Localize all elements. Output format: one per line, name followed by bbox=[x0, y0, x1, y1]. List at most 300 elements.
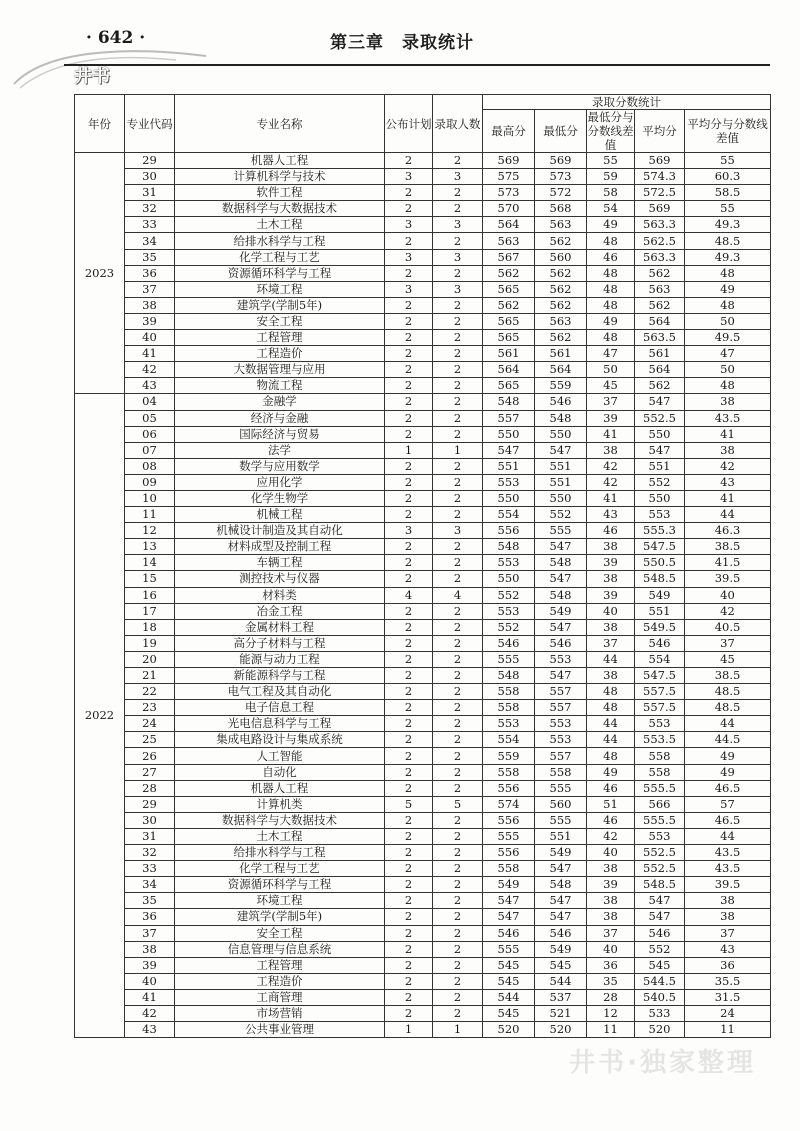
min-diff-cell: 44 bbox=[587, 651, 635, 667]
code-cell: 24 bbox=[125, 716, 175, 732]
avg-diff-cell: 41 bbox=[685, 490, 771, 506]
min-cell: 551 bbox=[535, 458, 587, 474]
min-cell: 547 bbox=[535, 861, 587, 877]
max-cell: 545 bbox=[483, 973, 535, 989]
name-cell: 化学生物学 bbox=[175, 490, 385, 506]
min-diff-cell: 45 bbox=[587, 378, 635, 394]
avg-diff-cell: 42 bbox=[685, 458, 771, 474]
admitted-cell: 5 bbox=[433, 796, 483, 812]
min-cell: 549 bbox=[535, 603, 587, 619]
min-diff-cell: 38 bbox=[587, 668, 635, 684]
avg-diff-cell: 55 bbox=[685, 153, 771, 169]
min-cell: 557 bbox=[535, 684, 587, 700]
code-cell: 38 bbox=[125, 297, 175, 313]
admitted-cell: 2 bbox=[433, 378, 483, 394]
admitted-cell: 2 bbox=[433, 973, 483, 989]
name-cell: 软件工程 bbox=[175, 185, 385, 201]
name-cell: 环境工程 bbox=[175, 281, 385, 297]
avg-cell: 574.3 bbox=[635, 169, 685, 185]
max-cell: 574 bbox=[483, 796, 535, 812]
header-rule bbox=[64, 64, 770, 66]
avg-diff-cell: 60.3 bbox=[685, 169, 771, 185]
max-cell: 562 bbox=[483, 297, 535, 313]
min-diff-cell: 40 bbox=[587, 941, 635, 957]
code-cell: 08 bbox=[125, 458, 175, 474]
min-cell: 549 bbox=[535, 845, 587, 861]
admitted-cell: 2 bbox=[433, 507, 483, 523]
table-row bbox=[75, 989, 771, 1005]
code-cell: 29 bbox=[125, 796, 175, 812]
table-row bbox=[75, 507, 771, 523]
name-cell: 给排水科学与工程 bbox=[175, 233, 385, 249]
plan-cell: 2 bbox=[385, 861, 433, 877]
avg-cell: 563.3 bbox=[635, 249, 685, 265]
logo-mark: 井书 bbox=[74, 66, 110, 87]
min-diff-cell: 44 bbox=[587, 716, 635, 732]
min-diff-cell: 48 bbox=[587, 330, 635, 346]
min-cell: 547 bbox=[535, 539, 587, 555]
table-row bbox=[75, 635, 771, 651]
min-cell: 553 bbox=[535, 651, 587, 667]
min-cell: 546 bbox=[535, 394, 587, 410]
table-row bbox=[75, 185, 771, 201]
avg-diff-cell: 49 bbox=[685, 748, 771, 764]
min-cell: 562 bbox=[535, 330, 587, 346]
max-cell: 546 bbox=[483, 925, 535, 941]
plan-cell: 5 bbox=[385, 796, 433, 812]
min-diff-cell: 42 bbox=[587, 828, 635, 844]
table-row bbox=[75, 555, 771, 571]
table-row bbox=[75, 861, 771, 877]
table-row bbox=[75, 297, 771, 313]
plan-cell: 2 bbox=[385, 716, 433, 732]
admitted-cell: 2 bbox=[433, 828, 483, 844]
avg-diff-cell: 41 bbox=[685, 426, 771, 442]
admitted-cell: 2 bbox=[433, 201, 483, 217]
avg-diff-cell: 43 bbox=[685, 474, 771, 490]
page-number: · 642 · bbox=[86, 28, 146, 48]
code-cell: 11 bbox=[125, 507, 175, 523]
header-score-group: 录取分数统计 bbox=[483, 95, 771, 110]
admitted-cell: 2 bbox=[433, 619, 483, 635]
max-cell: 562 bbox=[483, 265, 535, 281]
admitted-cell: 2 bbox=[433, 635, 483, 651]
code-cell: 39 bbox=[125, 957, 175, 973]
code-cell: 10 bbox=[125, 490, 175, 506]
admitted-cell: 3 bbox=[433, 523, 483, 539]
avg-cell: 533 bbox=[635, 1005, 685, 1021]
table-row bbox=[75, 651, 771, 667]
min-cell: 547 bbox=[535, 909, 587, 925]
min-diff-cell: 38 bbox=[587, 861, 635, 877]
table-row bbox=[75, 523, 771, 539]
plan-cell: 2 bbox=[385, 909, 433, 925]
table-row bbox=[75, 796, 771, 812]
table-row bbox=[75, 700, 771, 716]
min-cell: 547 bbox=[535, 619, 587, 635]
admitted-cell: 2 bbox=[433, 861, 483, 877]
min-cell: 547 bbox=[535, 442, 587, 458]
max-cell: 558 bbox=[483, 861, 535, 877]
admitted-cell: 2 bbox=[433, 346, 483, 362]
max-cell: 548 bbox=[483, 539, 535, 555]
name-cell: 工程管理 bbox=[175, 330, 385, 346]
name-cell: 机器人工程 bbox=[175, 780, 385, 796]
min-cell: 548 bbox=[535, 555, 587, 571]
name-cell: 土木工程 bbox=[175, 217, 385, 233]
avg-cell: 555.5 bbox=[635, 780, 685, 796]
name-cell: 计算机类 bbox=[175, 796, 385, 812]
name-cell: 数据科学与大数据技术 bbox=[175, 812, 385, 828]
max-cell: 548 bbox=[483, 668, 535, 684]
min-diff-cell: 55 bbox=[587, 153, 635, 169]
name-cell: 建筑学(学制5年) bbox=[175, 297, 385, 313]
name-cell: 高分子材料与工程 bbox=[175, 635, 385, 651]
avg-diff-cell: 38.5 bbox=[685, 668, 771, 684]
code-cell: 37 bbox=[125, 281, 175, 297]
admission-table bbox=[74, 94, 771, 1038]
avg-cell: 557.5 bbox=[635, 684, 685, 700]
min-cell: 537 bbox=[535, 989, 587, 1005]
avg-cell: 552.5 bbox=[635, 845, 685, 861]
admitted-cell: 2 bbox=[433, 539, 483, 555]
avg-cell: 547 bbox=[635, 909, 685, 925]
min-cell: 544 bbox=[535, 973, 587, 989]
avg-cell: 552.5 bbox=[635, 861, 685, 877]
name-cell: 人工智能 bbox=[175, 748, 385, 764]
min-cell: 573 bbox=[535, 169, 587, 185]
min-cell: 568 bbox=[535, 201, 587, 217]
code-cell: 41 bbox=[125, 346, 175, 362]
name-cell: 建筑学(学制5年) bbox=[175, 909, 385, 925]
name-cell: 化学工程与工艺 bbox=[175, 249, 385, 265]
min-diff-cell: 44 bbox=[587, 732, 635, 748]
max-cell: 570 bbox=[483, 201, 535, 217]
table-row bbox=[75, 925, 771, 941]
min-diff-cell: 42 bbox=[587, 474, 635, 490]
name-cell: 机械工程 bbox=[175, 507, 385, 523]
min-cell: 557 bbox=[535, 700, 587, 716]
max-cell: 552 bbox=[483, 619, 535, 635]
min-cell: 562 bbox=[535, 233, 587, 249]
avg-cell: 561 bbox=[635, 346, 685, 362]
admitted-cell: 2 bbox=[433, 845, 483, 861]
name-cell: 资源循环科学与工程 bbox=[175, 877, 385, 893]
avg-diff-cell: 44 bbox=[685, 828, 771, 844]
table-row bbox=[75, 313, 771, 329]
min-cell: 549 bbox=[535, 941, 587, 957]
avg-diff-cell: 46.5 bbox=[685, 812, 771, 828]
avg-cell: 544.5 bbox=[635, 973, 685, 989]
admitted-cell: 2 bbox=[433, 297, 483, 313]
min-cell: 569 bbox=[535, 153, 587, 169]
max-cell: 558 bbox=[483, 764, 535, 780]
min-cell: 553 bbox=[535, 716, 587, 732]
avg-diff-cell: 48 bbox=[685, 297, 771, 313]
max-cell: 550 bbox=[483, 571, 535, 587]
admitted-cell: 2 bbox=[433, 812, 483, 828]
admitted-cell: 2 bbox=[433, 684, 483, 700]
avg-diff-cell: 57 bbox=[685, 796, 771, 812]
min-diff-cell: 48 bbox=[587, 700, 635, 716]
min-cell: 560 bbox=[535, 249, 587, 265]
min-diff-cell: 39 bbox=[587, 877, 635, 893]
max-cell: 548 bbox=[483, 394, 535, 410]
code-cell: 33 bbox=[125, 861, 175, 877]
min-diff-cell: 38 bbox=[587, 619, 635, 635]
code-cell: 27 bbox=[125, 764, 175, 780]
table-row bbox=[75, 217, 771, 233]
header-admitted: 录取人数 bbox=[433, 95, 483, 153]
code-cell: 36 bbox=[125, 265, 175, 281]
min-diff-cell: 50 bbox=[587, 362, 635, 378]
min-diff-cell: 11 bbox=[587, 1022, 635, 1038]
avg-cell: 551 bbox=[635, 458, 685, 474]
table-row bbox=[75, 169, 771, 185]
plan-cell: 2 bbox=[385, 185, 433, 201]
min-cell: 559 bbox=[535, 378, 587, 394]
admitted-cell: 2 bbox=[433, 313, 483, 329]
min-diff-cell: 38 bbox=[587, 909, 635, 925]
min-diff-cell: 58 bbox=[587, 185, 635, 201]
avg-diff-cell: 49.3 bbox=[685, 217, 771, 233]
min-diff-cell: 41 bbox=[587, 426, 635, 442]
avg-cell: 566 bbox=[635, 796, 685, 812]
plan-cell: 2 bbox=[385, 989, 433, 1005]
admitted-cell: 2 bbox=[433, 957, 483, 973]
plan-cell: 2 bbox=[385, 201, 433, 217]
code-cell: 19 bbox=[125, 635, 175, 651]
min-cell: 555 bbox=[535, 780, 587, 796]
plan-cell: 2 bbox=[385, 957, 433, 973]
code-cell: 37 bbox=[125, 925, 175, 941]
max-cell: 555 bbox=[483, 941, 535, 957]
max-cell: 558 bbox=[483, 684, 535, 700]
name-cell: 新能源科学与工程 bbox=[175, 668, 385, 684]
max-cell: 547 bbox=[483, 909, 535, 925]
min-diff-cell: 38 bbox=[587, 893, 635, 909]
avg-diff-cell: 41.5 bbox=[685, 555, 771, 571]
header-avg: 平均分 bbox=[635, 110, 685, 153]
table-row bbox=[75, 909, 771, 925]
admitted-cell: 1 bbox=[433, 442, 483, 458]
table-row bbox=[75, 1022, 771, 1038]
max-cell: 545 bbox=[483, 957, 535, 973]
min-diff-cell: 28 bbox=[587, 989, 635, 1005]
min-diff-cell: 47 bbox=[587, 346, 635, 362]
table-row bbox=[75, 281, 771, 297]
name-cell: 测控技术与仪器 bbox=[175, 571, 385, 587]
admitted-cell: 2 bbox=[433, 780, 483, 796]
max-cell: 563 bbox=[483, 233, 535, 249]
code-cell: 29 bbox=[125, 153, 175, 169]
avg-cell: 552 bbox=[635, 941, 685, 957]
avg-diff-cell: 44 bbox=[685, 716, 771, 732]
admitted-cell: 3 bbox=[433, 169, 483, 185]
max-cell: 556 bbox=[483, 845, 535, 861]
code-cell: 43 bbox=[125, 378, 175, 394]
min-cell: 548 bbox=[535, 410, 587, 426]
plan-cell: 2 bbox=[385, 684, 433, 700]
min-diff-cell: 39 bbox=[587, 555, 635, 571]
min-cell: 562 bbox=[535, 297, 587, 313]
plan-cell: 4 bbox=[385, 587, 433, 603]
min-diff-cell: 40 bbox=[587, 603, 635, 619]
plan-cell: 2 bbox=[385, 539, 433, 555]
avg-cell: 547 bbox=[635, 442, 685, 458]
table-row bbox=[75, 153, 771, 169]
name-cell: 机械设计制造及其自动化 bbox=[175, 523, 385, 539]
min-diff-cell: 59 bbox=[587, 169, 635, 185]
max-cell: 565 bbox=[483, 378, 535, 394]
plan-cell: 2 bbox=[385, 651, 433, 667]
max-cell: 555 bbox=[483, 828, 535, 844]
plan-cell: 2 bbox=[385, 330, 433, 346]
name-cell: 集成电路设计与集成系统 bbox=[175, 732, 385, 748]
avg-diff-cell: 40.5 bbox=[685, 619, 771, 635]
min-diff-cell: 46 bbox=[587, 780, 635, 796]
name-cell: 信息管理与信息系统 bbox=[175, 941, 385, 957]
plan-cell: 2 bbox=[385, 153, 433, 169]
table-row bbox=[75, 716, 771, 732]
avg-diff-cell: 36 bbox=[685, 957, 771, 973]
max-cell: 553 bbox=[483, 555, 535, 571]
max-cell: 557 bbox=[483, 410, 535, 426]
avg-cell: 557.5 bbox=[635, 700, 685, 716]
max-cell: 520 bbox=[483, 1022, 535, 1038]
max-cell: 546 bbox=[483, 635, 535, 651]
admitted-cell: 2 bbox=[433, 764, 483, 780]
min-diff-cell: 46 bbox=[587, 523, 635, 539]
code-cell: 41 bbox=[125, 989, 175, 1005]
min-diff-cell: 46 bbox=[587, 249, 635, 265]
max-cell: 556 bbox=[483, 780, 535, 796]
min-diff-cell: 36 bbox=[587, 957, 635, 973]
code-cell: 26 bbox=[125, 748, 175, 764]
header-max: 最高分 bbox=[483, 110, 535, 153]
admitted-cell: 2 bbox=[433, 233, 483, 249]
max-cell: 561 bbox=[483, 346, 535, 362]
plan-cell: 1 bbox=[385, 442, 433, 458]
plan-cell: 2 bbox=[385, 635, 433, 651]
min-cell: 558 bbox=[535, 764, 587, 780]
min-cell: 546 bbox=[535, 635, 587, 651]
name-cell: 机器人工程 bbox=[175, 153, 385, 169]
avg-diff-cell: 40 bbox=[685, 587, 771, 603]
table-row bbox=[75, 265, 771, 281]
plan-cell: 2 bbox=[385, 426, 433, 442]
min-cell: 547 bbox=[535, 571, 587, 587]
plan-cell: 1 bbox=[385, 1022, 433, 1038]
admitted-cell: 3 bbox=[433, 249, 483, 265]
name-cell: 材料类 bbox=[175, 587, 385, 603]
max-cell: 565 bbox=[483, 313, 535, 329]
avg-cell: 550.5 bbox=[635, 555, 685, 571]
code-cell: 38 bbox=[125, 941, 175, 957]
admitted-cell: 2 bbox=[433, 458, 483, 474]
name-cell: 给排水科学与工程 bbox=[175, 845, 385, 861]
min-diff-cell: 39 bbox=[587, 410, 635, 426]
plan-cell: 2 bbox=[385, 313, 433, 329]
avg-cell: 558 bbox=[635, 748, 685, 764]
avg-cell: 550 bbox=[635, 426, 685, 442]
avg-diff-cell: 31.5 bbox=[685, 989, 771, 1005]
min-cell: 550 bbox=[535, 490, 587, 506]
table-row bbox=[75, 330, 771, 346]
admitted-cell: 2 bbox=[433, 555, 483, 571]
logo-swoosh-icon bbox=[6, 44, 216, 92]
min-diff-cell: 48 bbox=[587, 265, 635, 281]
max-cell: 555 bbox=[483, 651, 535, 667]
header-plan: 公布计划 bbox=[385, 95, 433, 153]
avg-diff-cell: 48 bbox=[685, 265, 771, 281]
min-cell: 551 bbox=[535, 828, 587, 844]
code-cell: 16 bbox=[125, 587, 175, 603]
code-cell: 31 bbox=[125, 185, 175, 201]
admitted-cell: 2 bbox=[433, 651, 483, 667]
min-diff-cell: 43 bbox=[587, 507, 635, 523]
avg-cell: 558 bbox=[635, 764, 685, 780]
code-cell: 22 bbox=[125, 684, 175, 700]
table-row bbox=[75, 684, 771, 700]
max-cell: 569 bbox=[483, 153, 535, 169]
min-diff-cell: 49 bbox=[587, 313, 635, 329]
admitted-cell: 2 bbox=[433, 265, 483, 281]
name-cell: 环境工程 bbox=[175, 893, 385, 909]
avg-cell: 546 bbox=[635, 635, 685, 651]
avg-diff-cell: 35.5 bbox=[685, 973, 771, 989]
header-avg-diff: 平均分与分数线差值 bbox=[685, 110, 771, 153]
code-cell: 35 bbox=[125, 893, 175, 909]
admitted-cell: 2 bbox=[433, 490, 483, 506]
table-row bbox=[75, 973, 771, 989]
avg-cell: 549.5 bbox=[635, 619, 685, 635]
min-diff-cell: 54 bbox=[587, 201, 635, 217]
code-cell: 36 bbox=[125, 909, 175, 925]
min-diff-cell: 48 bbox=[587, 748, 635, 764]
code-cell: 13 bbox=[125, 539, 175, 555]
plan-cell: 2 bbox=[385, 812, 433, 828]
max-cell: 564 bbox=[483, 362, 535, 378]
name-cell: 能源与动力工程 bbox=[175, 651, 385, 667]
avg-cell: 520 bbox=[635, 1022, 685, 1038]
plan-cell: 2 bbox=[385, 265, 433, 281]
admitted-cell: 2 bbox=[433, 989, 483, 1005]
avg-cell: 547.5 bbox=[635, 539, 685, 555]
code-cell: 12 bbox=[125, 523, 175, 539]
name-cell: 法学 bbox=[175, 442, 385, 458]
plan-cell: 2 bbox=[385, 780, 433, 796]
name-cell: 光电信息科学与工程 bbox=[175, 716, 385, 732]
avg-diff-cell: 47 bbox=[685, 346, 771, 362]
min-diff-cell: 40 bbox=[587, 845, 635, 861]
header-name: 专业名称 bbox=[175, 95, 385, 153]
max-cell: 550 bbox=[483, 426, 535, 442]
plan-cell: 2 bbox=[385, 378, 433, 394]
max-cell: 565 bbox=[483, 281, 535, 297]
min-diff-cell: 38 bbox=[587, 571, 635, 587]
name-cell: 工程造价 bbox=[175, 346, 385, 362]
avg-diff-cell: 43.5 bbox=[685, 410, 771, 426]
avg-diff-cell: 43 bbox=[685, 941, 771, 957]
admitted-cell: 2 bbox=[433, 362, 483, 378]
min-cell: 555 bbox=[535, 812, 587, 828]
code-cell: 23 bbox=[125, 700, 175, 716]
avg-cell: 562 bbox=[635, 265, 685, 281]
avg-cell: 564 bbox=[635, 313, 685, 329]
avg-cell: 553 bbox=[635, 716, 685, 732]
code-cell: 32 bbox=[125, 845, 175, 861]
